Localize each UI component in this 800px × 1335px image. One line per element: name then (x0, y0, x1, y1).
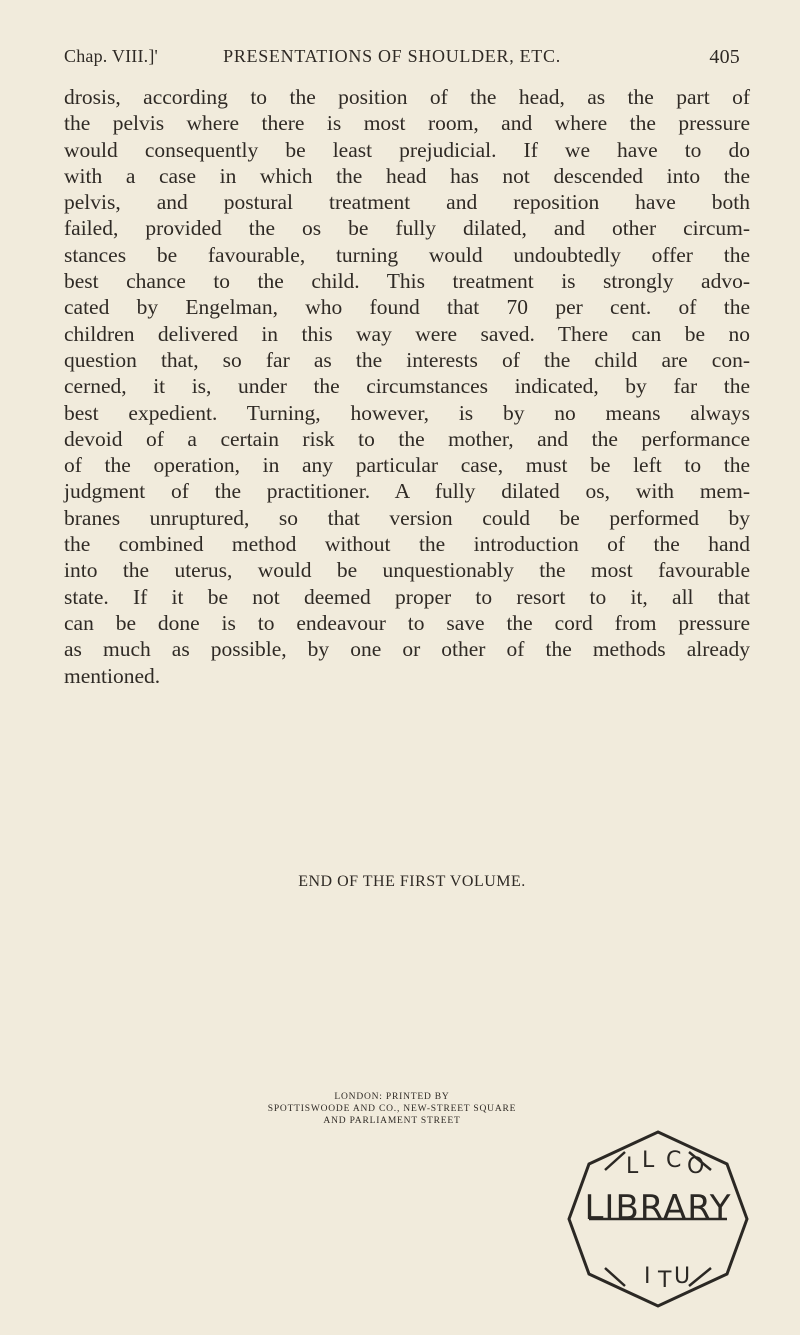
text-line: judgment of the practitioner. A fully dilated os, with mem- (64, 479, 750, 504)
svg-text:L: L (642, 1148, 655, 1173)
text-line: branes unruptured, so that version could be performed by (64, 505, 750, 530)
svg-text:U: U (674, 1264, 691, 1289)
text-line: failed, provided the os be fully dilated, and other circum- (64, 216, 750, 241)
chapter-label: Chap. VIII.]' (64, 46, 158, 66)
text-line: children delivered in this way were saved. There can be no (64, 321, 750, 346)
text-line: of the operation, in any particular case, must be left to the (64, 453, 750, 478)
printer-imprint (212, 1091, 572, 1127)
svg-text:O: O (687, 1154, 705, 1179)
text-line: drosis, according to the position of the head, as the part of (64, 85, 750, 109)
text-line-last: mentioned. (64, 663, 161, 688)
text-line: state. If it be not deemed proper to resort to it, all that (64, 584, 750, 609)
svg-text:T: T (658, 1268, 672, 1293)
svg-text:L: L (626, 1154, 639, 1179)
text-line: would consequently be least prejudicial. If we have to do (64, 137, 750, 162)
text-line: the pelvis where there is most room, and where the pressure (64, 111, 750, 136)
text-line: pelvis, and postural treatment and reposition have both (64, 190, 750, 215)
text-line: best chance to the child. This treatment is strongly advo- (64, 269, 750, 294)
svg-text:C: C (666, 1148, 682, 1173)
svg-text:I: I (644, 1264, 651, 1289)
imprint-line: SPOTTISWOODE AND CO., NEW-STREET SQUARE (267, 1104, 517, 1114)
imprint-line: LONDON: PRINTED BY (334, 1092, 450, 1102)
page-number: 405 (709, 46, 740, 68)
text-line: the combined method without the introduction of the hand (64, 532, 750, 557)
running-header (64, 46, 740, 74)
text-line: cated by Engelman, who found that 70 per cent. of the (64, 295, 750, 320)
text-line: with a case in which the head has not descended into the (64, 163, 750, 188)
imprint-line: AND PARLIAMENT STREET (323, 1116, 461, 1126)
text-line: into the uterus, would be unquestionably the most favourable (64, 558, 750, 583)
end-of-volume-note: END OF THE FIRST VOLUME. (298, 873, 526, 890)
text-line: can be done is to endeavour to save the cord from pressure (64, 610, 750, 635)
text-line: cerned, it is, under the circumstances indicated, by far the (64, 374, 750, 399)
text-line: as much as possible, by one or other of the methods already (64, 637, 750, 662)
running-title: PRESENTATIONS OF SHOULDER, ETC. (223, 46, 561, 66)
text-line: stances be favourable, turning would undoubtedly offer the (64, 242, 750, 267)
text-line: question that, so far as the interests of the child are con- (64, 347, 750, 372)
text-line: best expedient. Turning, however, is by no means always (64, 400, 750, 425)
main-paragraph (64, 84, 750, 689)
library-stamp (563, 1124, 753, 1314)
stamp-library-text: LIBRARY (584, 1188, 732, 1228)
text-line: devoid of a certain risk to the mother, and the performance (64, 426, 750, 451)
